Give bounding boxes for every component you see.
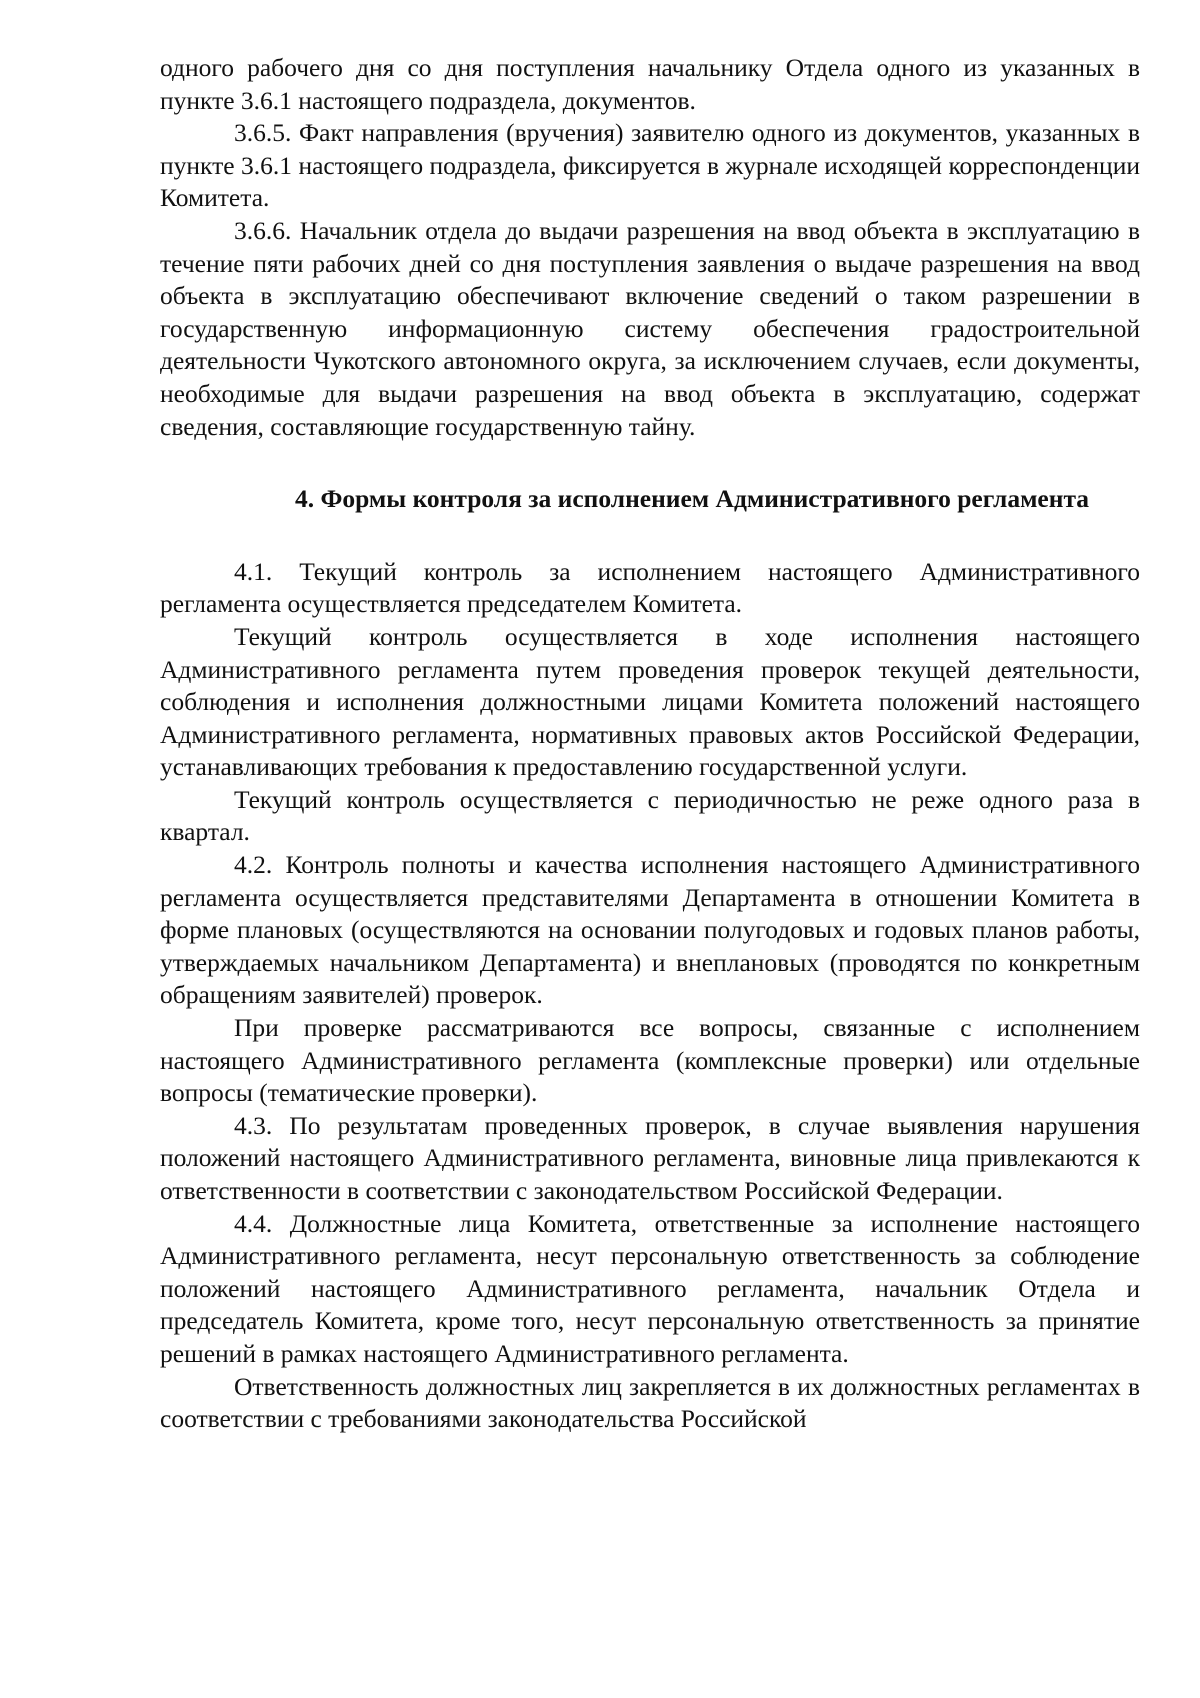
- paragraph-4-1-current-control: Текущий контроль осуществляется в ходе исполнения настоящего Административного регламента путем проведения проверок текущей деятельности, соблюдения и исполнения должностными лицами Комитета положений настоящего Административного регламента, нормативных правовых актов Российской Федерации, устанавливающих требования к предоставлению государственной услуги.: [160, 621, 1140, 782]
- paragraph-continuation: одного рабочего дня со дня поступления начальнику Отдела одного из указанных в пункте 3.6.1 настоящего подраздела, документов.: [160, 53, 1140, 115]
- paragraph-4-1-periodicity: Текущий контроль осуществляется с периодичностью не реже одного раза в квартал.: [160, 784, 1140, 847]
- paragraph-4-3: 4.3. По результатам проведенных проверок, в случае выявления нарушения положений настоящего Административного регламента, виновные лица привлекаются к ответственности в соответствии с законодательством Российской Федерации.: [160, 1110, 1140, 1205]
- paragraph-4-4: 4.4. Должностные лица Комитета, ответственные за исполнение настоящего Административного регламента, несут персональную ответственность за соблюдение положений настоящего Административного регламента, начальник Отдела и председатель Комитета, кроме того, несут персональную ответственность за принятие решений в рамках настоящего Административного регламента.: [160, 1208, 1140, 1368]
- paragraph-4-1: 4.1. Текущий контроль за исполнением настоящего Административного регламента осуществляется председателем Комитета.: [160, 556, 1140, 619]
- section-heading-4: 4. Формы контроля за исполнением Административного регламента: [294, 484, 1090, 514]
- paragraph-3-6-5: 3.6.5. Факт направления (вручения) заявителю одного из документов, указанных в пункте 3.6.1 настоящего подраздела, фиксируется в журнале исходящей корреспонденции Комитета.: [160, 118, 1140, 213]
- document-page: [160, 52, 1140, 1436]
- paragraph-4-2: 4.2. Контроль полноты и качества исполнения настоящего Административного регламента осуществляется представителями Департамента в отношении Комитета в форме плановых (осуществляются на основании полугодовых и годовых планов работы, утверждаемых начальником Департамента) и внеплановых (проводятся по конкретным обращениям заявителей) проверок.: [160, 850, 1140, 1010]
- paragraph-4-4-responsibility: Ответственность должностных лиц закрепляется в их должностных регламентах в соответствии с требованиями законодательства Российской: [160, 1371, 1140, 1434]
- paragraph-3-6-6: 3.6.6. Начальник отдела до выдачи разрешения на ввод объекта в эксплуатацию в течение пяти рабочих дней со дня поступления заявления о выдаче разрешения на ввод объекта в эксплуатацию обеспечивают включение сведений о таком разрешении в государственную информационную систему обеспечения градостроительной деятельности Чукотского автономного округа, за исключением случаев, если документы, необходимые для выдачи разрешения на ввод объекта в эксплуатацию, содержат сведения, составляющие государственную тайну.: [160, 215, 1140, 441]
- paragraph-4-2-checks: При проверке рассматриваются все вопросы, связанные с исполнением настоящего Административного регламента (комплексные проверки) или отдельные вопросы (тематические проверки).: [160, 1013, 1140, 1108]
